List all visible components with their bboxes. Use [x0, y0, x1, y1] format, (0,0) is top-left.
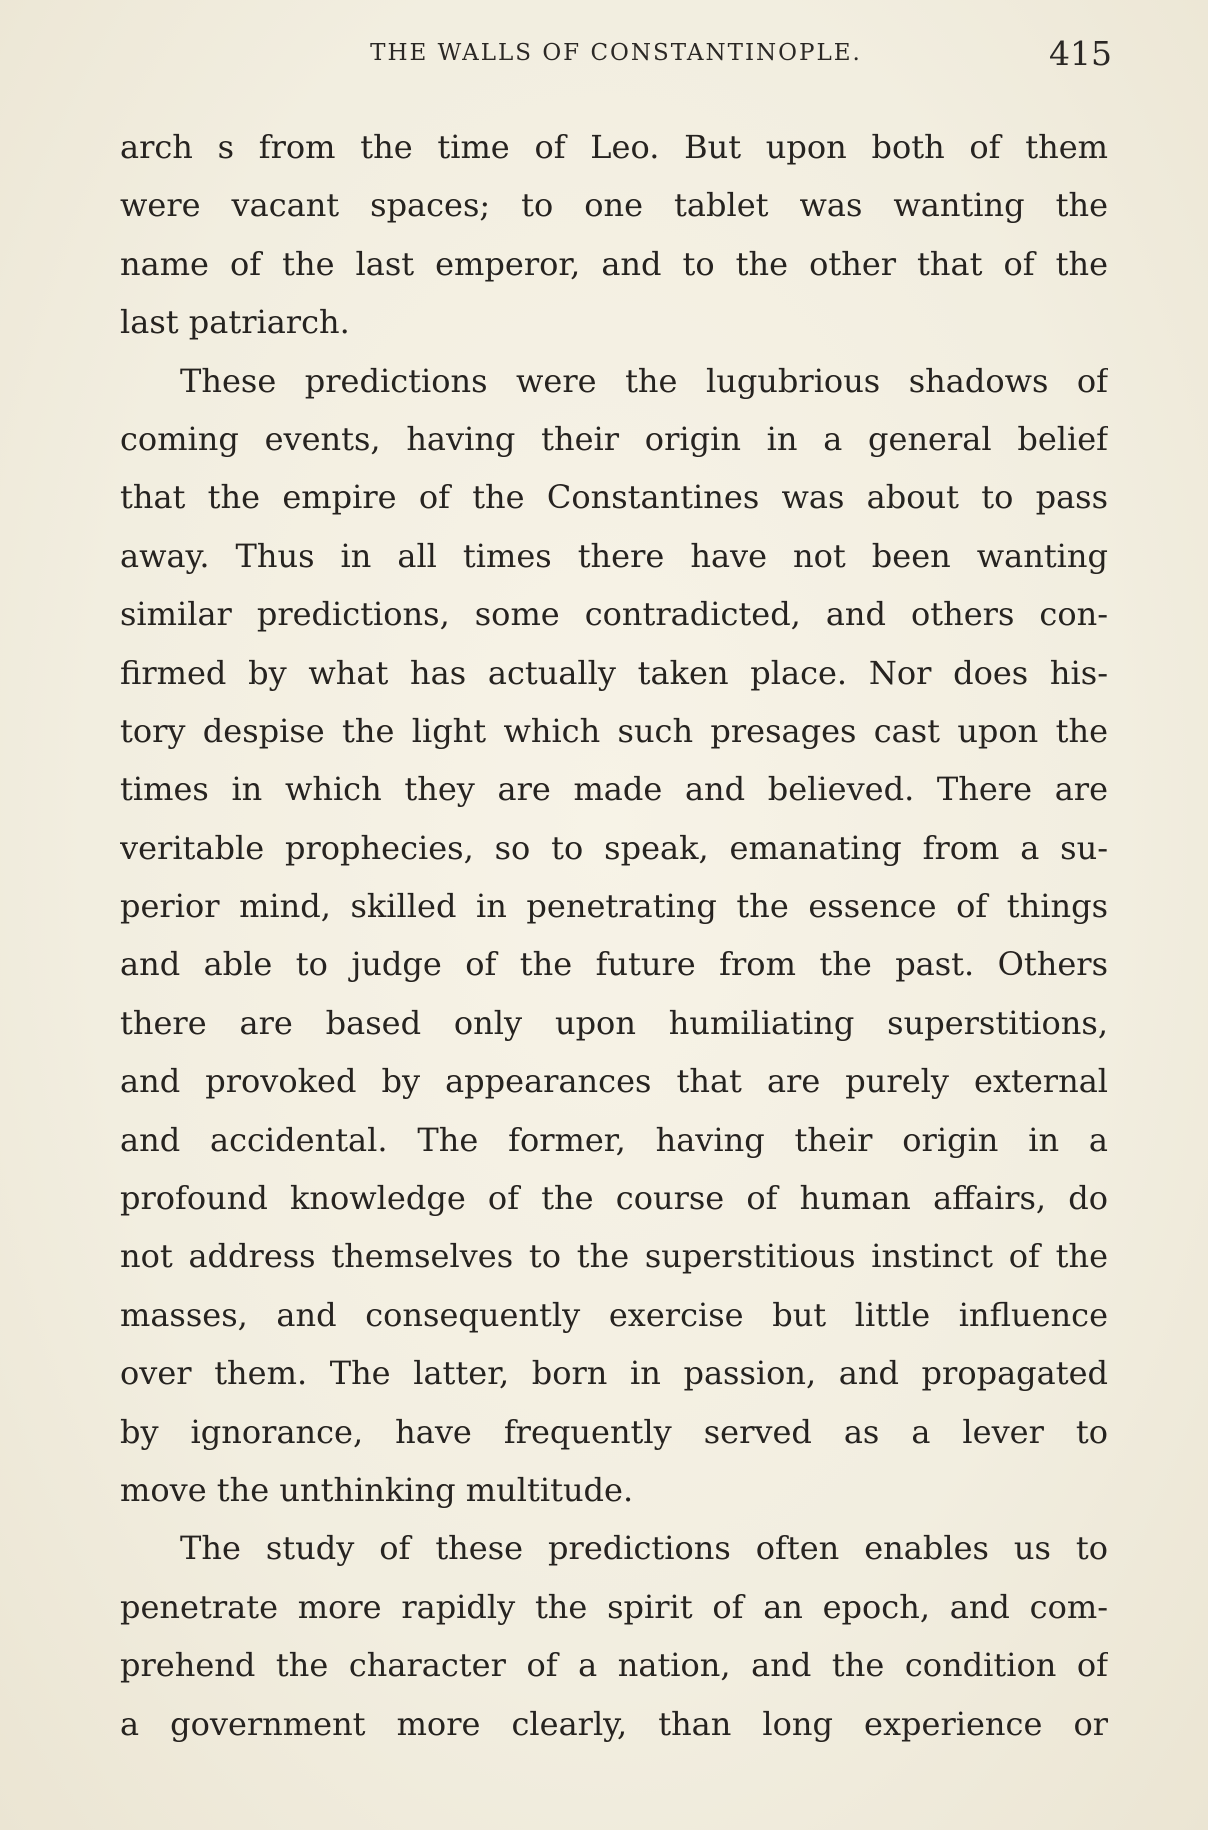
- text-line: away. Thus in all times there have not been wanting: [120, 536, 1108, 575]
- text-line: The study of these predictions often enables us to: [180, 1529, 1108, 1568]
- text-line: that the empire of the Constantines was about to pass: [120, 478, 1108, 517]
- body-text: [120, 118, 1108, 1753]
- running-head: [120, 34, 1112, 74]
- text-line: and accidental. The former, having their origin in a: [120, 1120, 1108, 1159]
- text-line: there are based only upon humiliating superstitions,: [120, 1003, 1108, 1042]
- text-line: arch s from the time of Leo. But upon both of them: [120, 128, 1108, 166]
- text-line: and provoked by appearances that are purely external: [120, 1062, 1108, 1101]
- text-line: and able to judge of the future from the past. Others: [120, 945, 1108, 984]
- text-line: over them. The latter, born in passion, and propagated: [120, 1354, 1108, 1393]
- text-line: times in which they are made and believed. There are: [120, 770, 1108, 809]
- text-line: perior mind, skilled in penetrating the essence of things: [120, 887, 1108, 926]
- page-number: 415: [1049, 34, 1112, 73]
- text-line: penetrate more rapidly the spirit of an epoch, and com-: [120, 1587, 1108, 1626]
- text-line: last patriarch.: [120, 303, 350, 342]
- text-line: a government more clearly, than long experience or: [120, 1704, 1108, 1743]
- text-line: profound knowledge of the course of human affairs, do: [120, 1179, 1108, 1218]
- running-title: THE WALLS OF CONSTANTINOPLE.: [370, 40, 862, 66]
- text-line: veritable prophecies, so to speak, emanating from a su-: [120, 828, 1108, 867]
- text-line: similar predictions, some contradicted, and others con-: [120, 595, 1108, 634]
- text-line: prehend the character of a nation, and the condition of: [120, 1646, 1108, 1685]
- text-line: move the unthinking multitude.: [120, 1470, 634, 1509]
- text-line: firmed by what has actually taken place. Nor does his-: [120, 653, 1108, 692]
- text-line: by ignorance, have frequently served as a lever to: [120, 1412, 1108, 1451]
- text-line: coming events, having their origin in a general belief: [120, 419, 1108, 458]
- text-line: name of the last emperor, and to the other that of the: [120, 244, 1108, 283]
- text-line: were vacant spaces; to one tablet was wanting the: [120, 186, 1108, 225]
- text-line: masses, and consequently exercise but little influence: [120, 1295, 1108, 1334]
- text-line: not address themselves to the superstitious instinct of the: [120, 1237, 1108, 1276]
- text-line: These predictions were the lugubrious shadows of: [180, 361, 1108, 400]
- text-line: tory despise the light which such presages cast upon the: [120, 711, 1108, 750]
